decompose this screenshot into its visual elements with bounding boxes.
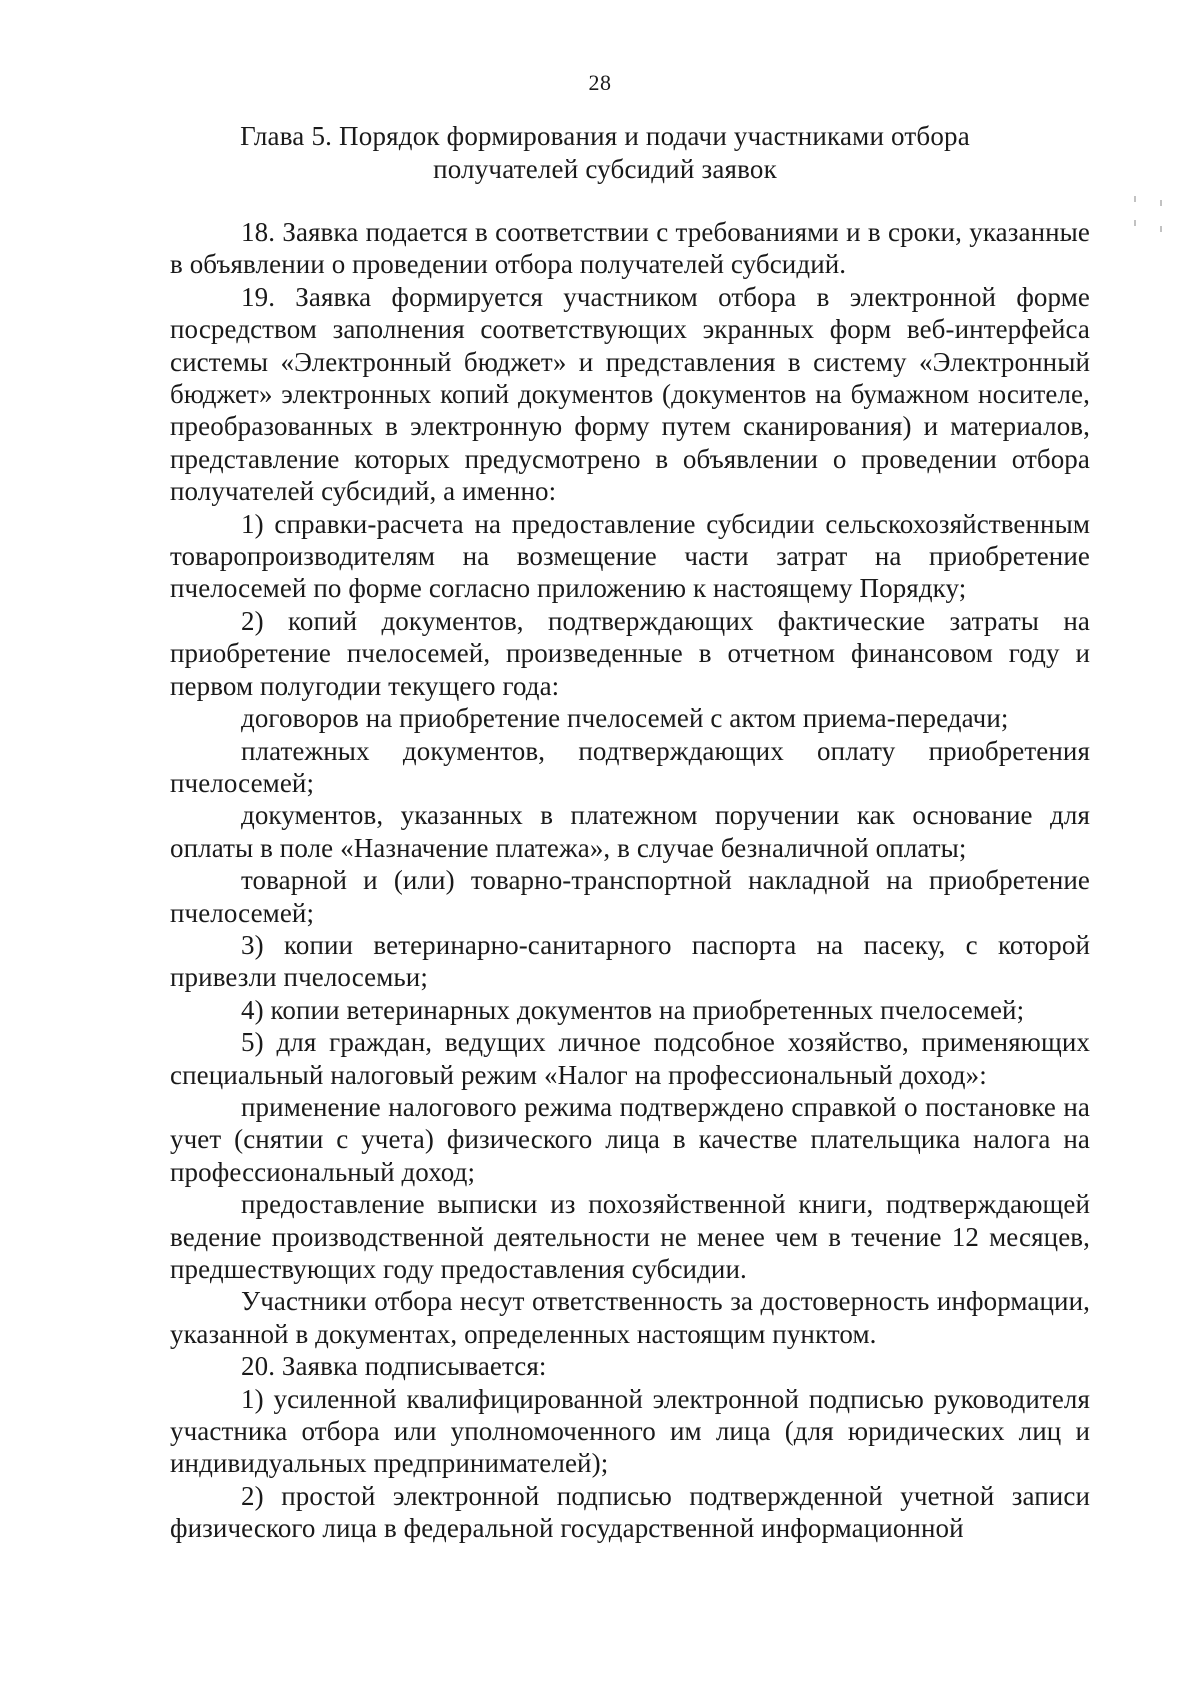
paragraph-subitem-waybill: товарной и (или) товарно-транспортной накладной на приобретение пчелосемей;	[170, 865, 1090, 928]
chapter-title-line-1: Глава 5. Порядок формирования и подачи участниками отбора	[240, 121, 970, 151]
paragraph-item-2: 2) копий документов, подтверждающих фактические затраты на приобретение пчелосемей, произведенные в отчетном финансовом году и первом полугодии текущего года:	[170, 605, 1090, 701]
paragraph-20: 20. Заявка подписывается:	[241, 1351, 547, 1382]
paragraph-19: 19. Заявка формируется участником отбора в электронной форме посредством заполнения соответствующих экранных форм веб-интерфейса системы «Электронный бюджет» и представления в систему «Электронный бюджет» электронных копий документов (документов на бумажном носителе, преобразованных в электронную форму путем сканирования) и материалов, представление которых предусмотрено в объявлении о проведении отбора получателей субсидий, а именно:	[170, 281, 1090, 507]
paragraph-subitem-household-book: предоставление выписки из похозяйственной книги, подтверждающей ведение производственной деятельности не менее чем в течение 12 месяцев, предшествующих году предоставления субсидии.	[170, 1189, 1090, 1284]
document-body	[170, 216, 1090, 1545]
chapter-title-line-2: получателей субсидий заявок	[433, 154, 777, 184]
paragraph-item-1: 1) справки-расчета на предоставление субсидии сельскохозяйственным товаропроизводителям на возмещение части затрат на приобретение пчелосемей по форме согласно приложению к настоящему Порядку;	[170, 508, 1090, 604]
paragraph-item-4: 4) копии ветеринарных документов на приобретенных пчелосемей;	[241, 994, 1025, 1025]
scan-artifact-marks	[1130, 196, 1180, 256]
page-number: 28	[588, 70, 612, 95]
paragraph-18: 18. Заявка подается в соответствии с требованиями и в сроки, указанные в объявлении о проведении отбора получателей субсидий.	[170, 217, 1090, 280]
paragraph-20-item-2: 2) простой электронной подписью подтвержденной учетной записи физического лица в федеральной государственной информационной	[170, 1480, 1090, 1544]
paragraph-subitem-tax-regime: применение налогового режима подтверждено справкой о постановке на учет (снятии с учета) физического лица в качестве плательщика налога на профессиональный доход;	[170, 1091, 1090, 1187]
chapter-title	[170, 120, 1040, 186]
paragraph-subitem-documents: документов, указанных в платежном поручении как основание для оплаты в поле «Назначение платежа», в случае безналичной оплаты;	[170, 800, 1090, 863]
paragraph-item-3: 3) копии ветеринарно-санитарного паспорта на пасеку, с которой привезли пчелосемьи;	[170, 929, 1090, 993]
paragraph-item-5: 5) для граждан, ведущих личное подсобное хозяйство, применяющих специальный налоговый режим «Налог на профессиональный доход»:	[170, 1027, 1090, 1090]
paragraph-subitem-payments: платежных документов, подтверждающих оплату приобретения пчелосемей;	[170, 735, 1090, 798]
paragraph-responsibility: Участники отбора несут ответственность за достоверность информации, указанной в документах, определенных настоящим пунктом.	[170, 1286, 1090, 1349]
paragraph-20-item-1: 1) усиленной квалифицированной электронной подписью руководителя участника отбора или уполномоченного им лица (для юридических лиц и индивидуальных предпринимателей);	[170, 1383, 1090, 1479]
paragraph-subitem-contracts: договоров на приобретение пчелосемей с актом приема-передачи;	[241, 703, 1009, 734]
